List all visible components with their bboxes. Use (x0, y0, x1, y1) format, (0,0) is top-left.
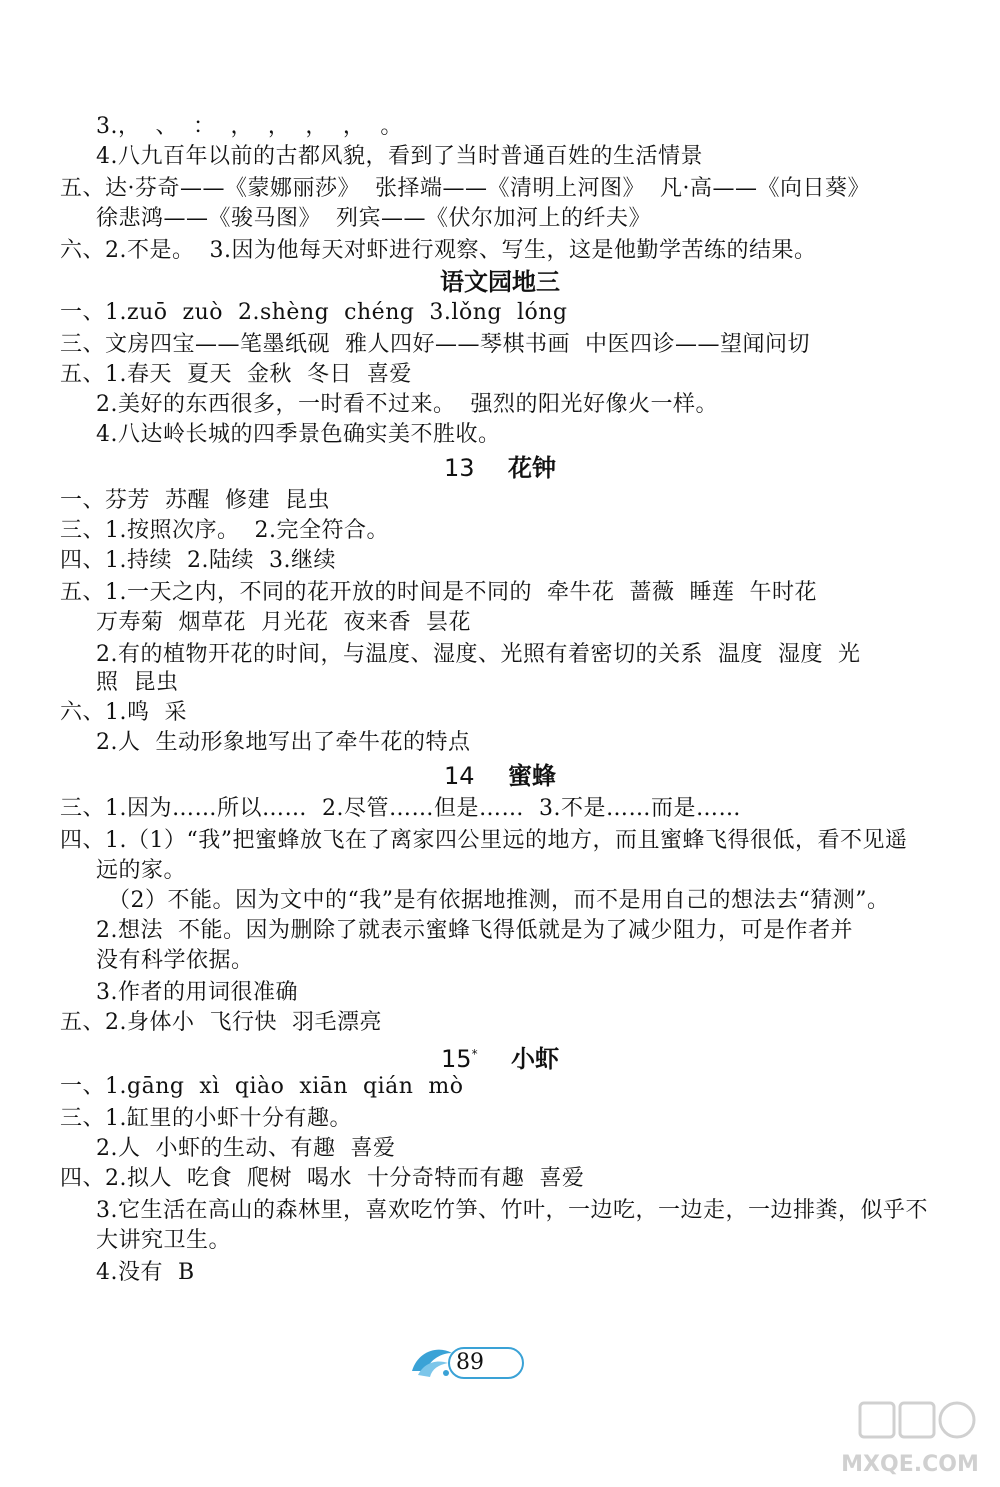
text-line: 照 昆虫 (96, 670, 179, 695)
lesson-number: 14 (444, 762, 475, 790)
text-line: 三、1.因为……所以…… 2.尽管……但是…… 3.不是……而是…… (60, 796, 741, 821)
text-line: 五、1.春天 夏天 金秋 冬日 喜爱 (60, 362, 412, 387)
text-line: （2）不能。因为文中的“我”是有依据地推测，而不是用自己的想法去“猜测”。 (108, 888, 890, 913)
text-line: 五、达·芬奇——《蒙娜丽莎》 张择端——《清明上河图》 凡·高——《向日葵》 (60, 176, 870, 201)
text-line: 4.八九百年以前的古都风貌，看到了当时普通百姓的生活情景 (96, 144, 703, 169)
text-line: 2.人 生动形象地写出了牵牛花的特点 (96, 730, 471, 755)
text-line: 3.作者的用词很准确 (96, 980, 298, 1005)
text-line: 3.， 、 ： ， ， ， ， 。 (96, 114, 403, 139)
text-line: 4.八达岭长城的四季景色确实美不胜收。 (96, 422, 501, 447)
text-line: 四、2.拟人 吃食 爬树 喝水 十分奇特而有趣 喜爱 (60, 1166, 585, 1191)
lesson-number: 13 (444, 454, 475, 482)
text-line: 五、2.身体小 飞行快 羽毛漂亮 (60, 1010, 382, 1035)
page-number-badge (408, 1343, 528, 1387)
text-line: 一、芬芳 苏醒 修建 昆虫 (60, 488, 330, 513)
text-line: 万寿菊 烟草花 月光花 夜来香 昙花 (96, 610, 471, 635)
text-line: 三、1.按照次序。 2.完全符合。 (60, 518, 389, 543)
text-line: 2.美好的东西很多，一时看不过来。 强烈的阳光好像火一样。 (96, 392, 718, 417)
section-title: 语文园地三 (440, 268, 560, 296)
watermark-text: MXQE.COM (841, 1452, 979, 1477)
text-line: 六、1.鸣 采 (60, 700, 187, 725)
section-title (0, 1038, 1000, 1075)
text-line: 远的家。 (96, 858, 187, 883)
text-line: 四、1.持续 2.陆续 3.继续 (60, 548, 336, 573)
lesson-name: 蜜蜂 (507, 762, 556, 790)
page-number: 89 (456, 1350, 484, 1375)
text-line: 2.想法 不能。因为删除了就表示蜜蜂飞得低就是为了减少阻力，可是作者并 (96, 918, 853, 943)
optional-mark: * (471, 1047, 478, 1061)
text-line: 一、1.gāng xì qiào xiān qián mò (60, 1074, 464, 1099)
text-line: 四、1.（1）“我”把蜜蜂放飞在了离家四公里远的地方，而且蜜蜂飞得很低，看不见遥 (60, 828, 908, 853)
text-line: 2.有的植物开花的时间，与温度、湿度、光照有着密切的关系 温度 湿度 光 (96, 642, 861, 667)
text-line: 三、1.缸里的小虾十分有趣。 (60, 1106, 352, 1131)
lesson-number: 15 (441, 1045, 472, 1073)
lesson-name: 小虾 (510, 1045, 559, 1073)
section-title (0, 452, 1000, 484)
text-line: 3.它生活在高山的森林里，喜欢吃竹笋、竹叶，一边吃，一边走，一边排粪，似乎不 (96, 1198, 928, 1223)
watermark-logo (802, 1399, 992, 1479)
text-line: 一、1.zuō zuò 2.shèng chéng 3.lǒng lóng (60, 300, 568, 325)
text-line: 大讲究卫生。 (96, 1228, 232, 1253)
text-line: 没有科学依据。 (96, 948, 254, 973)
text-line: 2.人 小虾的生动、有趣 喜爱 (96, 1136, 396, 1161)
text-line: 4.没有 B (96, 1260, 195, 1285)
section-title (0, 760, 1000, 792)
text-line: 三、文房四宝——笔墨纸砚 雅人四好——琴棋书画 中医四诊——望闻问切 (60, 332, 810, 357)
text-line: 徐悲鸿——《骏马图》 列宾——《伏尔加河上的纤夫》 (96, 206, 651, 231)
text-line: 五、1.一天之内，不同的花开放的时间是不同的 牵牛花 蔷薇 睡莲 午时花 (60, 580, 817, 605)
text-line: 六、2.不是。 3.因为他每天对虾进行观察、写生，这是他勤学苦练的结果。 (60, 238, 817, 263)
lesson-name: 花钟 (507, 454, 556, 482)
